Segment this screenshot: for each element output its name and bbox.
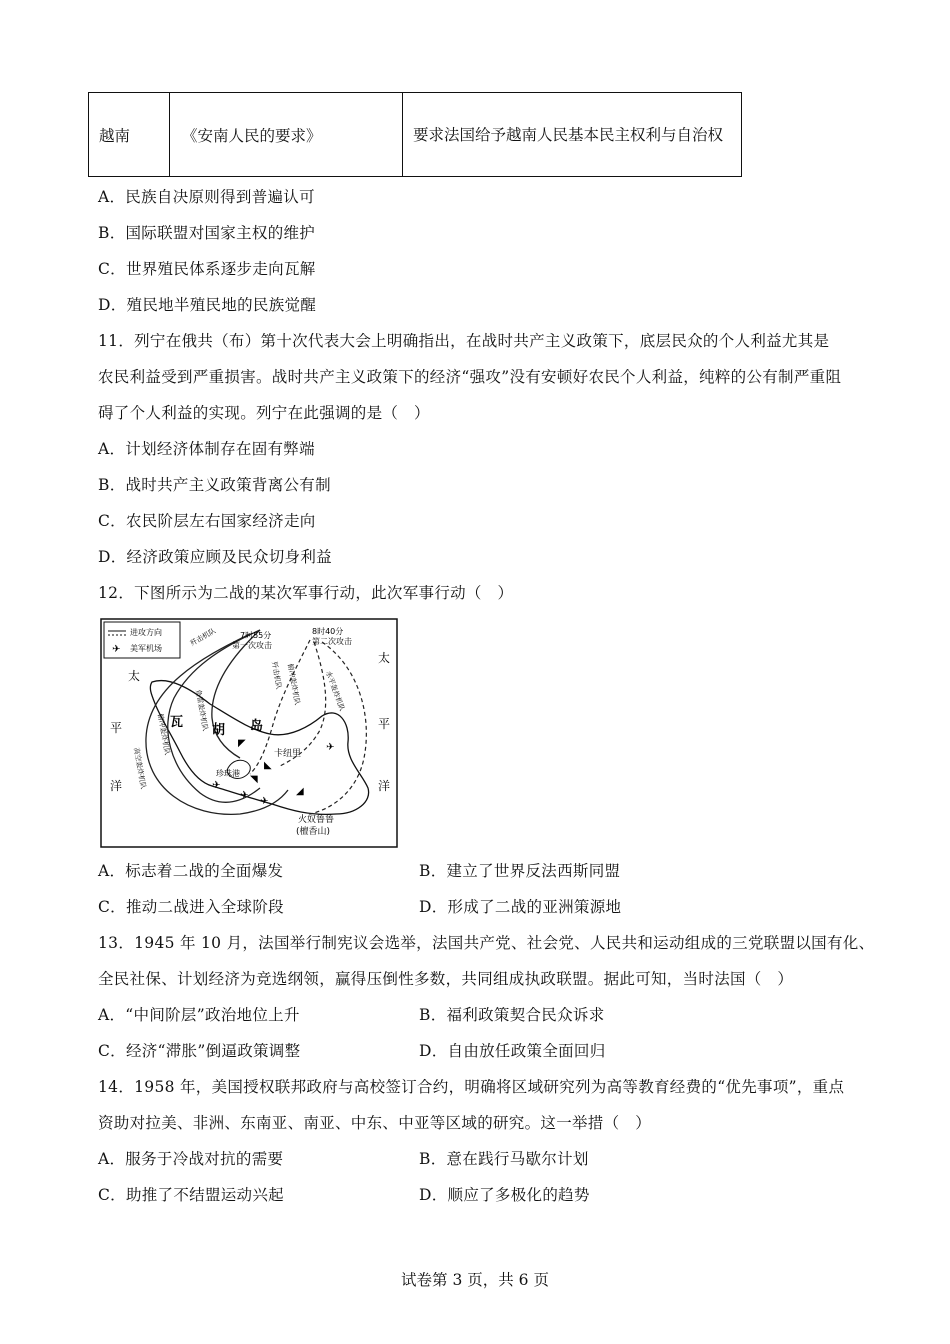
pacific-right-1: 太 bbox=[378, 651, 391, 665]
pacific-left-3: 洋 bbox=[110, 779, 123, 793]
airfield-icon: ✈ bbox=[212, 780, 221, 791]
q10-option-a: A．民族自决原则得到普遍认可 bbox=[98, 188, 315, 206]
q14-stem-line-2: 资助对拉美、非洲、东南亚、南亚、中东、中亚等区域的研究。这一举措（ ） bbox=[98, 1114, 652, 1132]
first-attack-label: 第一次攻击 bbox=[232, 641, 272, 650]
pacific-left-1: 太 bbox=[128, 669, 141, 683]
pacific-right-2: 平 bbox=[378, 717, 391, 731]
page-footer: 试卷第 3 页，共 6 页 bbox=[401, 1271, 549, 1289]
second-attack-time: 8时40分 bbox=[312, 627, 344, 636]
q14-option-b: B．意在践行马歇尔计划 bbox=[419, 1150, 589, 1168]
q14-option-c: C．助推了不结盟运动兴起 bbox=[98, 1186, 284, 1204]
dive2-route-label: 俯冲轰炸机队 bbox=[156, 712, 172, 756]
q10-option-c: C．世界殖民体系逐步走向瓦解 bbox=[98, 260, 316, 278]
q11-stem-line-2: 农民利益受到严重损害。战时共产主义政策下的经济“强攻”没有安顿好农民个人利益，纯粹的公有制严重阻 bbox=[98, 368, 842, 386]
island-label-hu: 胡 bbox=[212, 723, 226, 738]
q11-stem-line-3: 碍了个人利益的实现。列宁在此强调的是（ ） bbox=[98, 404, 430, 422]
q12-option-b: B．建立了世界反法西斯同盟 bbox=[419, 862, 621, 880]
q10-option-b: B．国际联盟对国家主权的维护 bbox=[98, 224, 316, 242]
island-label-wa: 瓦 bbox=[170, 715, 184, 730]
table-row bbox=[89, 93, 742, 177]
island-label-dao: 岛 bbox=[250, 719, 264, 734]
q13-stem-line-1: 13．1945 年 10 月，法国举行制宪议会选举，法国共产党、社会党、人民共和运动组成的三党联盟以国有化、 bbox=[98, 934, 875, 952]
high-route-label: 高空轰炸机队 bbox=[132, 746, 148, 790]
q11-option-c: C．农民阶层左右国家经济走向 bbox=[98, 512, 316, 530]
fighters-route-label: 歼击机队 bbox=[189, 626, 218, 648]
content-cell: 要求法国给予越南人民基本民主权利与自治权 bbox=[403, 93, 742, 177]
q12-option-a: A．标志着二战的全面爆发 bbox=[98, 862, 284, 880]
pacific-left-2: 平 bbox=[110, 721, 123, 735]
second-attack-label: 第二次攻击 bbox=[312, 637, 352, 646]
q12-option-c: C．推动二战进入全球阶段 bbox=[98, 898, 284, 916]
dive-route-label: 俯冲轰炸机队 bbox=[286, 662, 302, 706]
q14-option-a: A．服务于冷战对抗的需要 bbox=[98, 1150, 284, 1168]
q13-option-a: A．“中间阶层”政治地位上升 bbox=[98, 1006, 300, 1024]
q11-option-a: A．计划经济体制存在固有弊端 bbox=[98, 440, 315, 458]
honolulu-alt-label: (檀香山) bbox=[296, 827, 331, 837]
arrowhead: ◥ bbox=[250, 774, 258, 785]
arrowhead: ◣ bbox=[264, 760, 272, 771]
arrowhead: ◢ bbox=[296, 786, 304, 797]
airfield-icon: ✈ bbox=[326, 742, 335, 753]
q10-option-d: D．殖民地半殖民地的民族觉醒 bbox=[98, 296, 317, 314]
q13-option-c: C．经济“滞胀”倒逼政策调整 bbox=[98, 1042, 301, 1060]
arrowhead: ◤ bbox=[238, 738, 246, 749]
honolulu-label: 火奴鲁鲁 bbox=[298, 815, 335, 825]
level-route-label: 水平轰炸机队 bbox=[324, 669, 347, 713]
q12-option-d: D．形成了二战的亚洲策源地 bbox=[419, 898, 622, 916]
pearl-harbor-map bbox=[100, 618, 398, 848]
torpedo-route-label: 鱼雷轰炸机队 bbox=[194, 688, 210, 732]
fighters2-route-label: 歼击机队 bbox=[270, 660, 283, 690]
airfield-icon: ✈ bbox=[240, 790, 249, 801]
legend-airfield: 美军机场 bbox=[130, 644, 162, 653]
q11-option-d: D．经济政策应顾及民众切身利益 bbox=[98, 548, 332, 566]
airfield-icon: ✈ bbox=[112, 644, 121, 655]
legend-direction: 进攻方向 bbox=[130, 628, 162, 637]
q11-option-b: B．战时共产主义政策背离公有制 bbox=[98, 476, 331, 494]
country-cell: 越南 bbox=[89, 93, 170, 177]
q14-stem-line-1: 14．1958 年，美国授权联邦政府与高校签订合约，明确将区域研究列为高等教育经费的“优先事项”，重点 bbox=[98, 1078, 845, 1096]
q13-option-d: D．自由放任政策全面回归 bbox=[419, 1042, 606, 1060]
q14-option-d: D．顺应了多极化的趋势 bbox=[419, 1186, 590, 1204]
kaneohe-label: 卡纽里 bbox=[274, 749, 302, 759]
first-attack-time: 7时55分 bbox=[240, 631, 272, 640]
q13-stem-line-2: 全民社保、计划经济为竞选纲领，赢得压倒性多数，共同组成执政联盟。据此可知，当时法国（ ） bbox=[98, 970, 794, 988]
airfield-icon: ✈ bbox=[260, 796, 269, 807]
pearl-harbor-label: 珍珠港 bbox=[216, 769, 240, 778]
pacific-right-3: 洋 bbox=[378, 779, 391, 793]
q11-stem-line-1: 11．列宁在俄共（布）第十次代表大会上明确指出，在战时共产主义政策下，底层民众的个人利益尤其是 bbox=[98, 332, 830, 350]
q13-option-b: B．福利政策契合民众诉求 bbox=[419, 1006, 605, 1024]
document-cell: 《安南人民的要求》 bbox=[170, 93, 403, 177]
q12-stem: 12．下图所示为二战的某次军事行动，此次军事行动（ ） bbox=[98, 584, 514, 602]
country-table bbox=[88, 92, 742, 177]
